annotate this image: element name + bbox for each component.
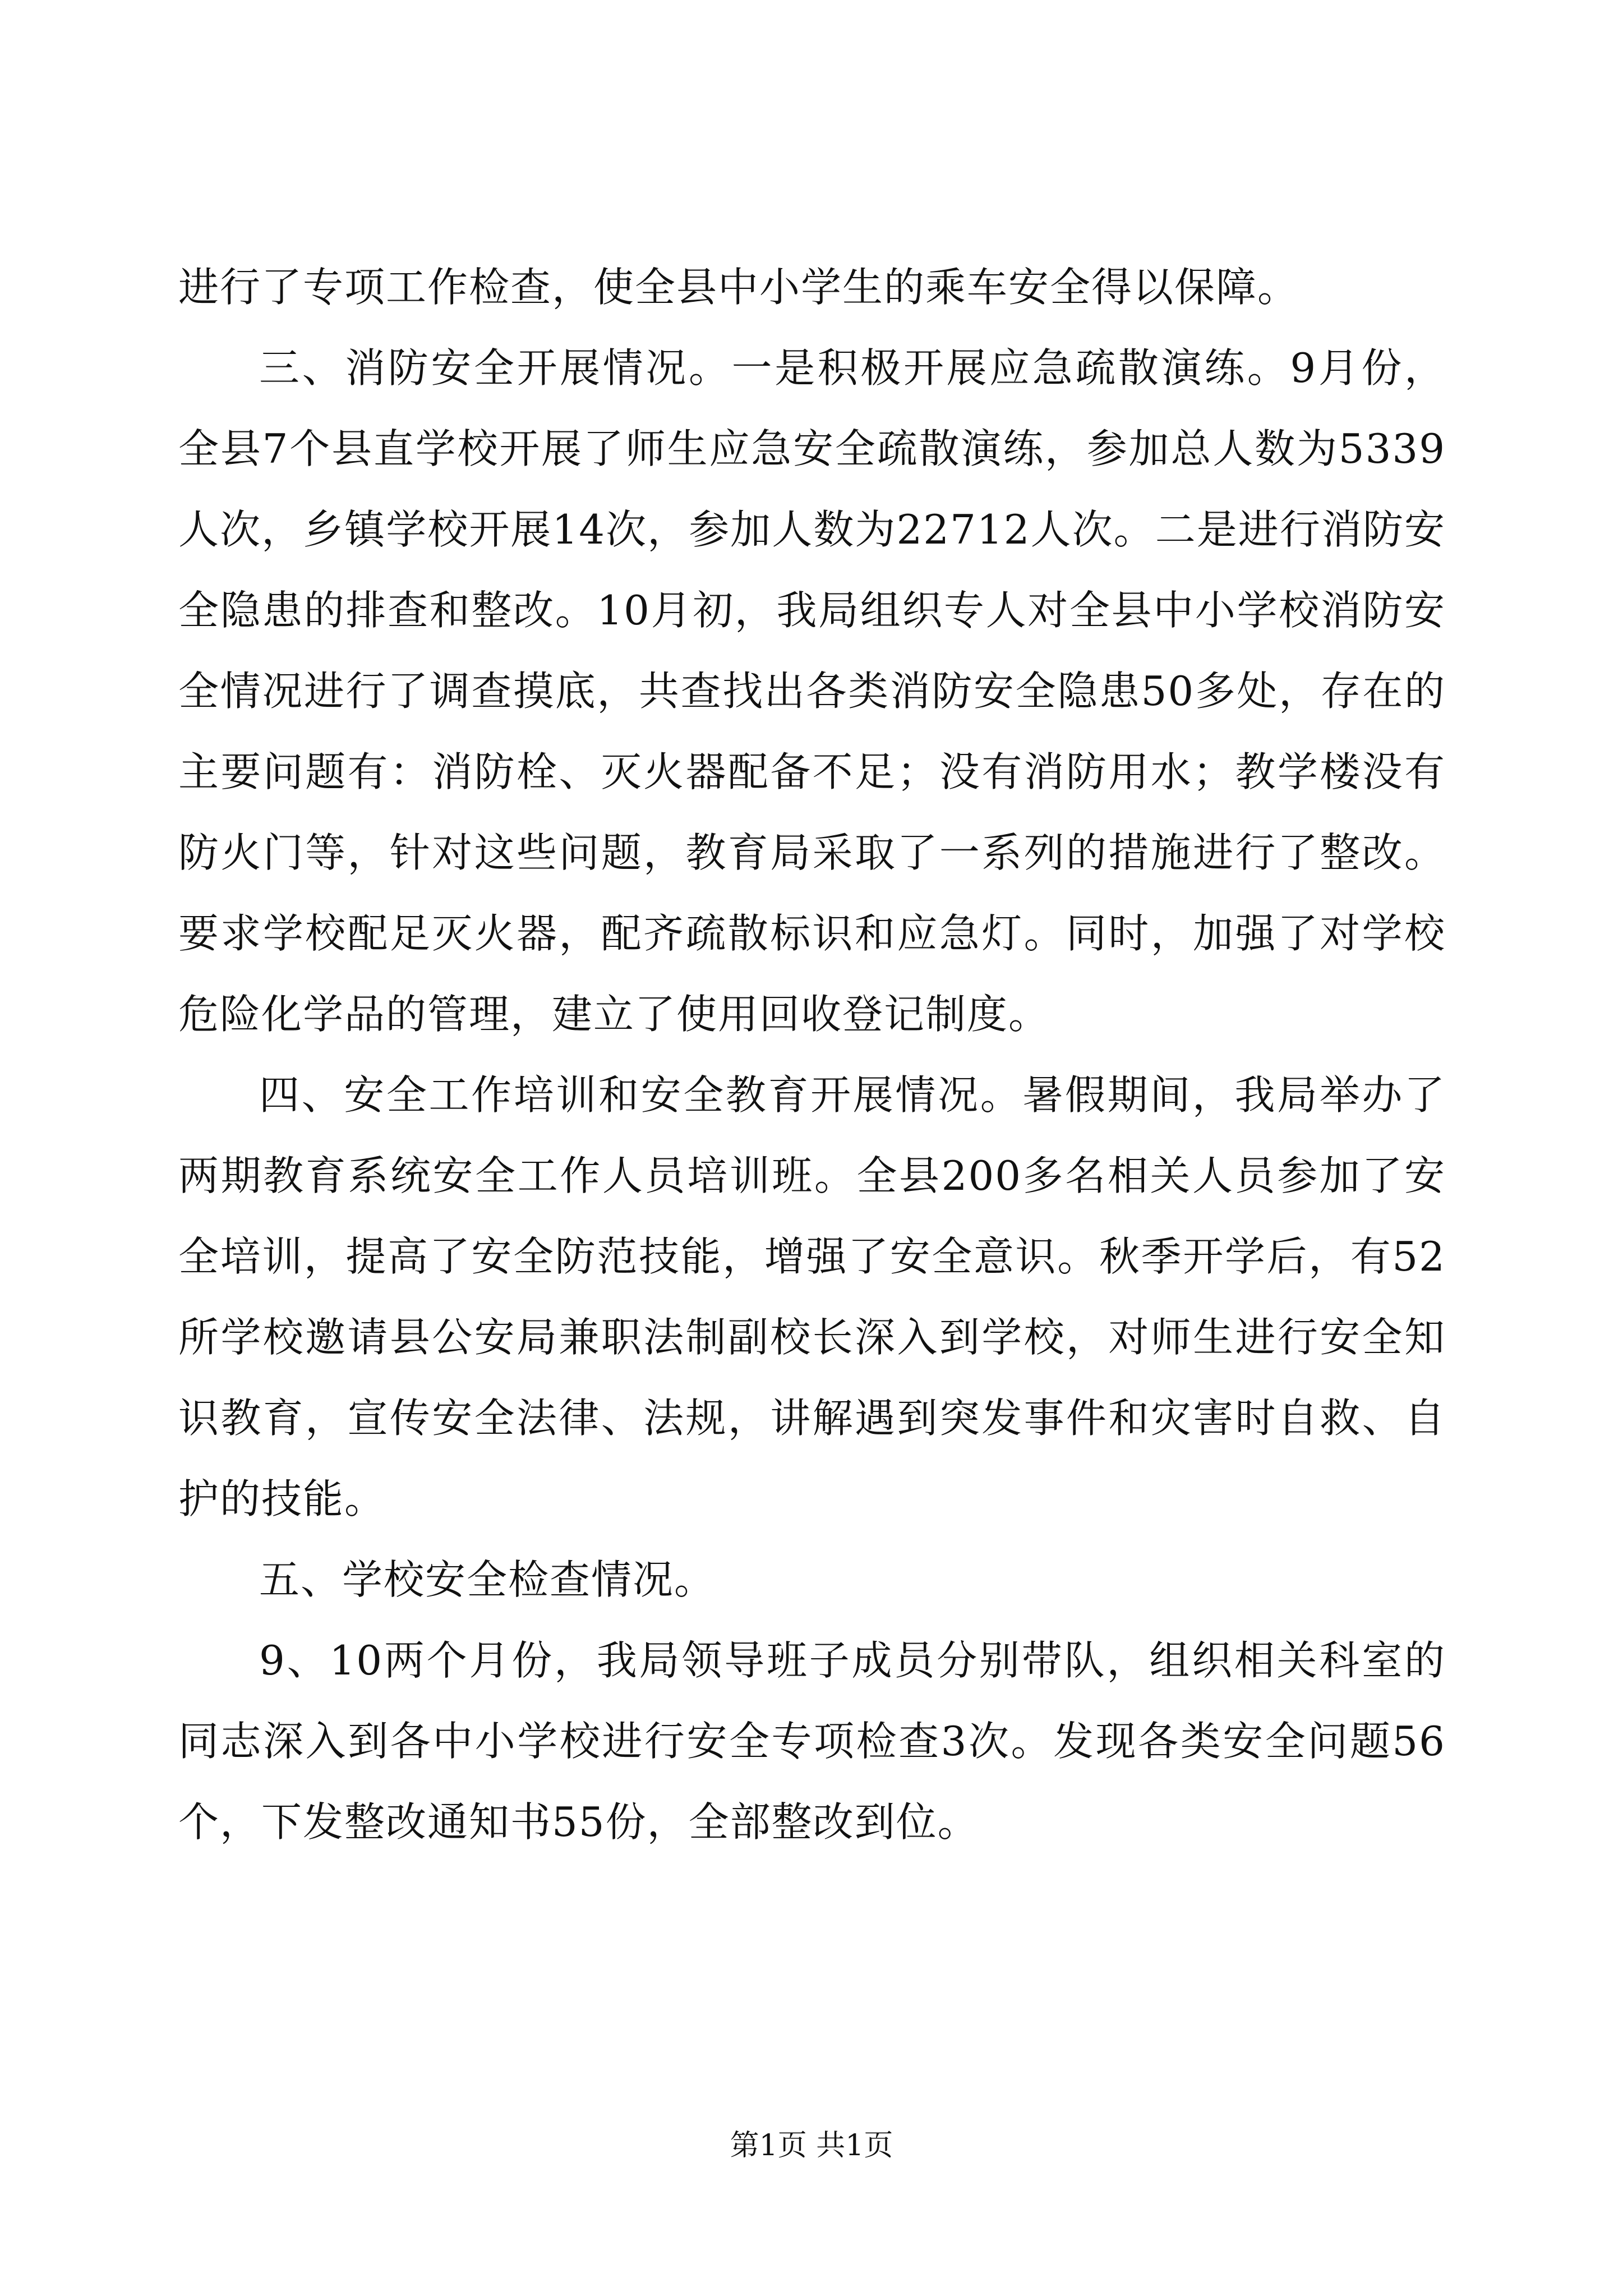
paragraph-fire-safety: 三、消防安全开展情况。一是积极开展应急疏散演练。9月份，全县7个县直学校开展了师生应急安全疏散演练，参加总人数为5339人次，乡镇学校开展14次，参加人数为22712人次。二是进行消防安全隐患的排查和整改。10月初，我局组织专人对全县中小学校消防安全情况进行了调查摸底，共查找出各类消防安全隐患50多处，存在的主要问题有：消防栓、灭火器配备不足；没有消防用水；教学楼没有防火门等，针对这些问题，教育局采取了一系列的措施进行了整改。要求学校配足灭火器，配齐疏散标识和应急灯。同时，加强了对学校危险化学品的管理，建立了使用回收登记制度。 (178, 344, 1446, 1038)
paragraph-safety-inspection: 9、10两个月份，我局领导班子成员分别带队，组织相关科室的同志深入到各中小学校进行安全专项检查3次。发现各类安全问题56个，下发整改通知书55份，全部整改到位。 (178, 1637, 1446, 1846)
page-footer (0, 2126, 1623, 2165)
paragraph-safety-inspection-heading: 五、学校安全检查情况。 (259, 1556, 716, 1603)
page-number-label: 第1页 共1页 (730, 2129, 893, 2162)
paragraph-safety-training: 四、安全工作培训和安全教育开展情况。暑假期间，我局举办了两期教育系统安全工作人员培训班。全县200多名相关人员参加了安全培训，提高了安全防范技能，增强了安全意识。秋季开学后，有52所学校邀请县公安局兼职法制副校长深入到学校，对师生进行安全知识教育，宣传安全法律、法规，讲解遇到突发事件和灾害时自救、自护的技能。 (178, 1071, 1446, 1522)
document-body (178, 247, 1446, 1862)
paragraph-continuation: 进行了专项工作检查，使全县中小学生的乘车安全得以保障。 (178, 264, 1299, 311)
